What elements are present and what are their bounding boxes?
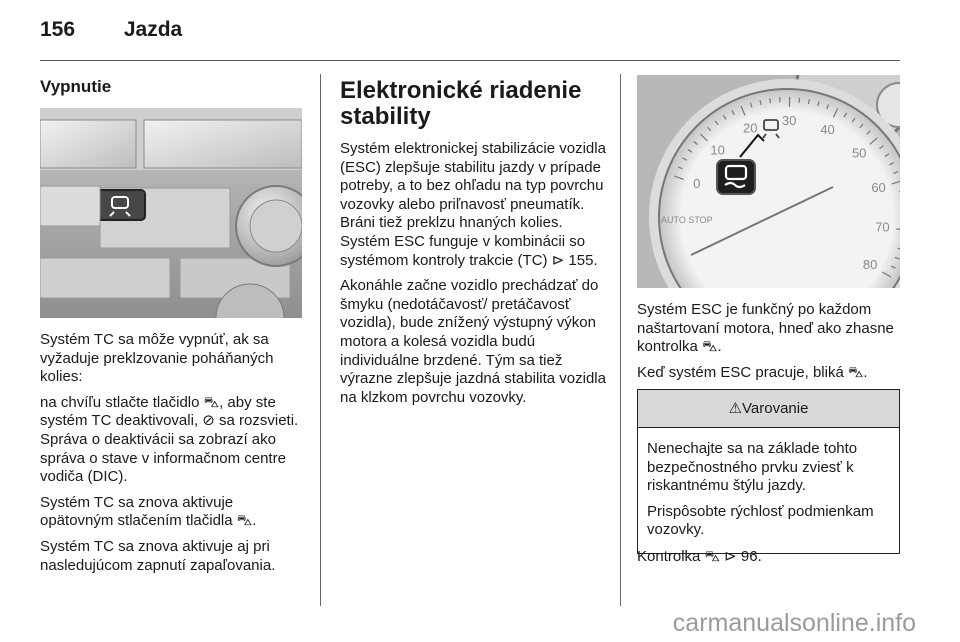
warning-title: ⚠Varovanie [638, 390, 899, 428]
page-number: 156 [40, 18, 76, 41]
column-1 [40, 331, 306, 582]
speedo-tick-label: 80 [862, 257, 878, 272]
speedo-tick [770, 98, 771, 103]
column-divider-2 [620, 74, 621, 606]
paragraph: Systém TC sa znova aktivuje opätovným stlačením tlačidla ⛍. [40, 493, 257, 530]
speedo-tick-label: 50 [851, 145, 867, 161]
column-3 [637, 301, 900, 389]
column-2 [340, 78, 608, 414]
paragraph: Systém ESC je funkčný po každom naštartovaní motora, hneď ako zhasne kontrolka ⛍. [637, 301, 894, 356]
speedo-tick-label: 20 [743, 120, 758, 136]
subheading-vypnutie: Vypnutie [40, 77, 112, 96]
section-title: Jazda [123, 18, 183, 41]
footer-reference: Kontrolka ⛍ ⊳ 96. [637, 548, 762, 565]
warning-paragraph: Nenechajte sa na základe tohto bezpečnostného prvku zviesť k riskantnému štýlu jazdy. [647, 440, 858, 495]
warning-paragraph: Prispôsobte rýchlosť podmienkam vozovky. [647, 502, 874, 539]
paragraph: na chvíľu stlačte tlačidlo ⛍, aby ste systém TC deaktivovali, ⊘ sa rozsvieti. Správa o deaktivácii sa zobrazí ako správa o stave v informačnom centre vodiča (DIC). [40, 393, 299, 486]
speedo-tick-label: 60 [871, 180, 886, 196]
speedo-tick-label: 30 [781, 113, 797, 129]
speedo-tick-label: 70 [875, 219, 890, 235]
paragraph: Systém TC sa môže vypnúť, ak sa vyžaduje preklzovanie poháňaných kolies: [40, 331, 274, 386]
speedometer-illustration [637, 75, 900, 288]
page-header [40, 18, 182, 42]
paragraph: Systém TC sa znova aktivuje aj pri nasledujúcom zapnutí zapaľovania. [40, 537, 276, 574]
speedo-tick [799, 98, 800, 103]
warning-box [637, 389, 900, 554]
speedo-tick-label: 0 [693, 176, 701, 192]
paragraph: Akonáhle začne vozidlo prechádzať do šmyku (nedotáčavosť/ pretáčavosť vozidla), bude znížený výstupný výkon motora a kolesá vozidla budú individuálne brzdené. Tým sa tiež výrazne zlepšuje jazdná stabilita vozidla na klzkom povrchu vozovky. [340, 277, 606, 406]
header-rule [40, 60, 900, 61]
tc-button-photo [40, 108, 302, 318]
watermark: carmanualsonline.info [672, 609, 916, 637]
speedo-tick-label: 10 [710, 142, 725, 158]
column-divider-1 [320, 74, 321, 606]
warning-body [638, 428, 899, 553]
speedo-tick-label: 40 [820, 121, 835, 137]
paragraph: Keď systém ESC pracuje, bliká ⛍. [637, 363, 868, 381]
section-heading-esc: Elektronické riadenie stability [340, 77, 582, 130]
auto-stop-label: AUTO STOP [661, 215, 713, 225]
paragraph: Systém elektronickej stabilizácie vozidla (ESC) zlepšuje stabilitu jazdy v prípade potreby, a to bez ohľadu na typ povrchu vozovky alebo priľnavosť pneumatík. Bráni tiež preklzu hnaných kolies. Systém ESC funguje v kombinácii so systémom kontroly trakcie (TC) ⊳ 155. [340, 140, 606, 269]
